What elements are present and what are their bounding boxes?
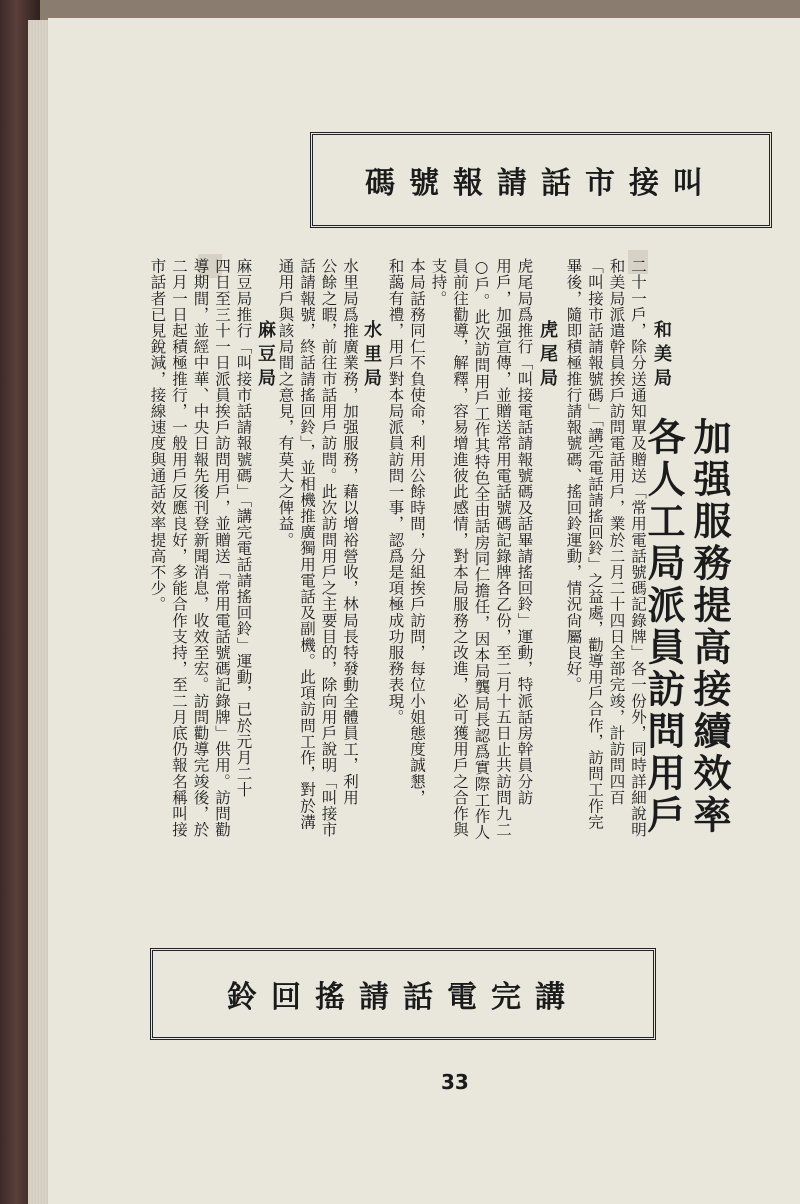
top-banner bbox=[310, 132, 772, 228]
bottom-banner bbox=[150, 948, 656, 1040]
section-heading-huwei: 虎尾局 bbox=[537, 320, 558, 392]
section-heading-hemei: 和美局 bbox=[651, 320, 672, 392]
section-body-madou: 麻豆局推行「叫接市話請報號碼」「講完電話請搖回鈴」運動，已於元月二十 四日至三十一日派員挨戶訪問用戶，並贈送「常用電話號碼記錄牌」供用。訪問勸 導期間，並經中華、中央日報先後刊登新聞消息，收效至宏。訪問勸導完竣後，於 二月一日起積極推行，一般用戶反應良好，多能合作支持，至二月底仍報名稱叫接 市話者已見銳減，接線速度與通話效率提高不少。 bbox=[148, 258, 253, 838]
bottom-banner-text: 講完電話請搖回鈴 bbox=[227, 980, 579, 1015]
page-number: 33 bbox=[441, 1070, 469, 1094]
headline-line-1: 加强服務提高接續效率 bbox=[687, 416, 731, 837]
section-heading-madou: 麻豆局 bbox=[255, 320, 276, 392]
section-body-huwei: 虎尾局爲推行「叫接電話請報號碼及話畢請搖回鈴」運動，特派話房幹員分訪 用戶，加强宣傳，並贈送常用電話號碼記錄牌各乙份，至二月十五日止共訪問九二 ○戶。此次訪問用戶工作其特色全由話房同仁擔任，因本局龔局長認爲實際工作人 員前往勸導，解釋，容易增進彼此感情，對本局服務之改進，必可獲用戶之合作與 支持。 本局話務同仁不負使命，利用公餘時間，分組挨戶訪問，每位小姐態度誠懇， 和藹有禮，用戶對本局派員訪問一事，認爲是項極成功服務表現。 bbox=[386, 258, 534, 841]
section-heading-shuili: 水里局 bbox=[361, 320, 382, 392]
headline-line-2: 各人工局派員訪問用戶 bbox=[641, 416, 685, 837]
section-body-shuili: 水里局爲推廣業務，加强服務，藉以增裕營收，林局長特發動全體員工，利用 公餘之暇，前往市話用戶訪問。此次訪問用戶之主要目的，除向用戶說明「叫接市 話請報號，終話請搖回鈴」，並相機推廣獨用電話及副機。此項訪問工作，對於溝 通用戶與該局間之意見，有莫大之俾益。 bbox=[276, 258, 359, 838]
book-page bbox=[48, 18, 800, 1204]
top-banner-text: 叫接市話請報號碼 bbox=[365, 166, 717, 201]
section-body-hemei: 二十一戶，除分送通知單及贈送「常用電話號碼記錄牌」各一份外，同時詳細說明 和美局派遣幹員挨戶訪問電話用戶，業於二月二十四日全部完竣，計訪問四百 「叫接市話請報號碼」「講完電話請搖回鈴」之益處，勸導用戶合作，訪問工作完 畢後，隨即積極推行請報號碼、搖回鈴運動，情況尙屬良好。 bbox=[564, 258, 647, 838]
